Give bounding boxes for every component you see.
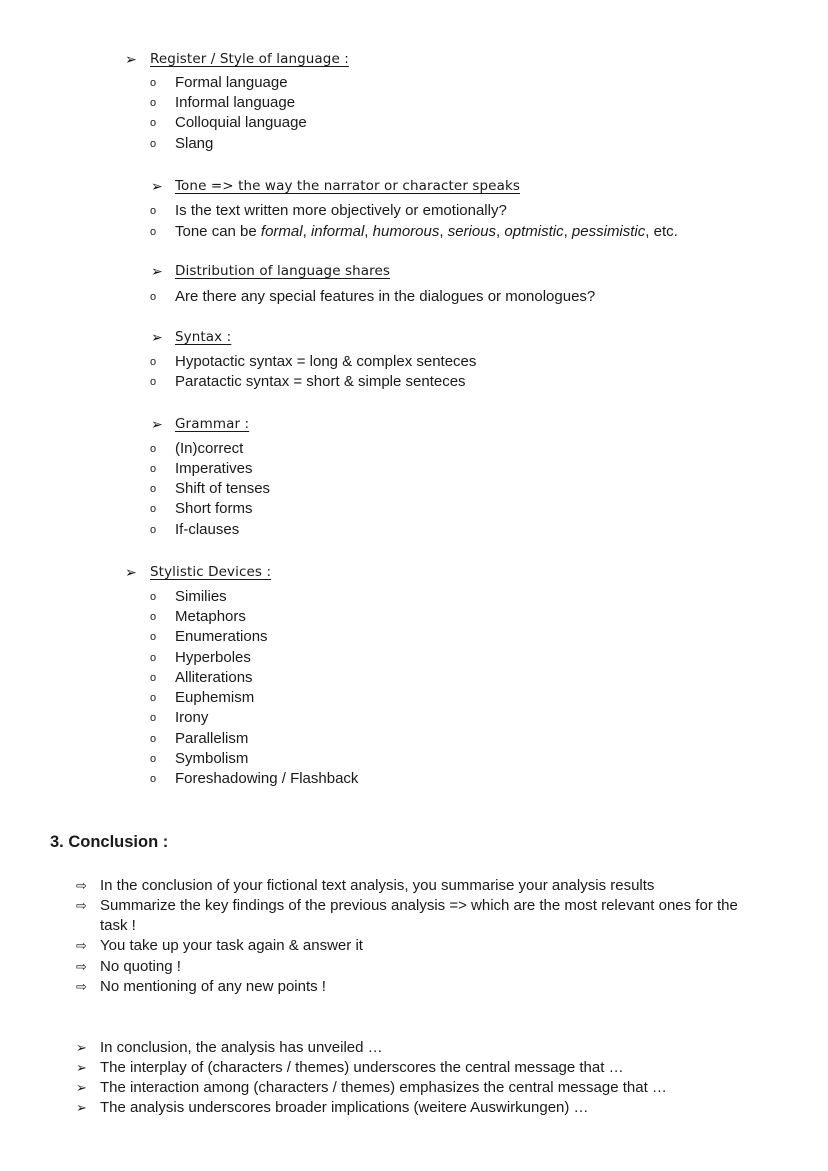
- list-item: ⇨ Summarize the key findings of the previous analysis => which are the most relevant ones for the: [0, 896, 828, 916]
- circle-bullet-icon: o: [150, 117, 157, 129]
- list-item: o Foreshadowing / Flashback: [0, 769, 828, 789]
- circle-bullet-icon: o: [150, 291, 157, 303]
- hollow-arrow-icon: ⇨: [76, 979, 87, 994]
- list-item: o Hyperboles: [0, 648, 828, 668]
- circle-bullet-icon: o: [150, 97, 157, 109]
- section-header: Stylistic Devices :: [150, 564, 272, 580]
- list-item: o Paratactic syntax = short & simple senteces: [0, 372, 828, 392]
- list-item: o Imperatives: [0, 459, 828, 479]
- circle-bullet-icon: o: [150, 773, 157, 785]
- list-item: o Symbolism: [0, 749, 828, 769]
- arrow-bullet-icon: ➢: [151, 263, 163, 279]
- section-header: Grammar :: [175, 416, 250, 432]
- circle-bullet-icon: o: [150, 138, 157, 150]
- list-item: ➢ In conclusion, the analysis has unveiled …: [0, 1038, 828, 1058]
- circle-bullet-icon: o: [150, 591, 157, 603]
- arrow-bullet-icon: ➢: [125, 51, 137, 67]
- section-header: Tone => the way the narrator or character speaks: [175, 178, 520, 194]
- list-item: ⇨ No mentioning of any new points !: [0, 977, 828, 997]
- list-item: ⇨ You take up your task again & answer it: [0, 936, 828, 956]
- circle-bullet-icon: o: [150, 226, 157, 238]
- list-item: ⇨ No quoting !: [0, 957, 828, 977]
- list-item: o Euphemism: [0, 688, 828, 708]
- list-item: o Hypotactic syntax = long & complex senteces: [0, 352, 828, 372]
- arrow-bullet-icon: ➢: [76, 1080, 87, 1095]
- arrow-bullet-icon: ➢: [125, 564, 137, 580]
- circle-bullet-icon: o: [150, 77, 157, 89]
- list-item: o Colloquial language: [0, 113, 828, 133]
- circle-bullet-icon: o: [150, 692, 157, 704]
- list-item: ➢ The interaction among (characters / themes) emphasizes the central message that …: [0, 1078, 828, 1098]
- circle-bullet-icon: o: [150, 205, 157, 217]
- list-item: ⇨ In the conclusion of your fictional text analysis, you summarise your analysis results: [0, 876, 828, 896]
- circle-bullet-icon: o: [150, 356, 157, 368]
- list-item: o Tone can be formal, informal, humorous, serious, optmistic, pessimistic, etc.: [0, 222, 828, 242]
- list-item: o Formal language: [0, 73, 828, 93]
- list-item: ➢ The analysis underscores broader implications (weitere Auswirkungen) …: [0, 1098, 828, 1118]
- hollow-arrow-icon: ⇨: [76, 898, 87, 913]
- section-header: Distribution of language shares: [175, 263, 391, 279]
- list-item: o If-clauses: [0, 520, 828, 540]
- arrow-bullet-icon: ➢: [151, 416, 163, 432]
- list-item: o Parallelism: [0, 729, 828, 749]
- circle-bullet-icon: o: [150, 376, 157, 388]
- list-item: o Similies: [0, 587, 828, 607]
- hollow-arrow-icon: ⇨: [76, 959, 87, 974]
- arrow-bullet-icon: ➢: [151, 329, 163, 345]
- circle-bullet-icon: o: [150, 524, 157, 536]
- circle-bullet-icon: o: [150, 503, 157, 515]
- list-item: o Are there any special features in the dialogues or monologues?: [0, 287, 828, 307]
- circle-bullet-icon: o: [150, 631, 157, 643]
- arrow-bullet-icon: ➢: [76, 1100, 87, 1115]
- list-item: o Slang: [0, 134, 828, 154]
- arrow-bullet-icon: ➢: [76, 1040, 87, 1055]
- circle-bullet-icon: o: [150, 611, 157, 623]
- circle-bullet-icon: o: [150, 652, 157, 664]
- hollow-arrow-icon: ⇨: [76, 878, 87, 893]
- circle-bullet-icon: o: [150, 733, 157, 745]
- section-header: Syntax :: [175, 329, 232, 345]
- conclusion-heading: 3. Conclusion :: [50, 833, 169, 851]
- arrow-bullet-icon: ➢: [76, 1060, 87, 1075]
- circle-bullet-icon: o: [150, 712, 157, 724]
- list-item: ➢ The interplay of (characters / themes) underscores the central message that …: [0, 1058, 828, 1078]
- circle-bullet-icon: o: [150, 443, 157, 455]
- list-item: o Informal language: [0, 93, 828, 113]
- list-item: o Enumerations: [0, 627, 828, 647]
- circle-bullet-icon: o: [150, 483, 157, 495]
- circle-bullet-icon: o: [150, 463, 157, 475]
- list-item: o Is the text written more objectively or emotionally?: [0, 201, 828, 221]
- list-item: o Alliterations: [0, 668, 828, 688]
- list-item: o (In)correct: [0, 439, 828, 459]
- list-item: o Short forms: [0, 499, 828, 519]
- circle-bullet-icon: o: [150, 672, 157, 684]
- list-item: o Metaphors: [0, 607, 828, 627]
- arrow-bullet-icon: ➢: [151, 178, 163, 194]
- hollow-arrow-icon: ⇨: [76, 938, 87, 953]
- section-header: Register / Style of language :: [150, 51, 349, 67]
- list-item: o Shift of tenses: [0, 479, 828, 499]
- circle-bullet-icon: o: [150, 753, 157, 765]
- list-item-continuation: task !: [100, 917, 136, 934]
- list-item: o Irony: [0, 708, 828, 728]
